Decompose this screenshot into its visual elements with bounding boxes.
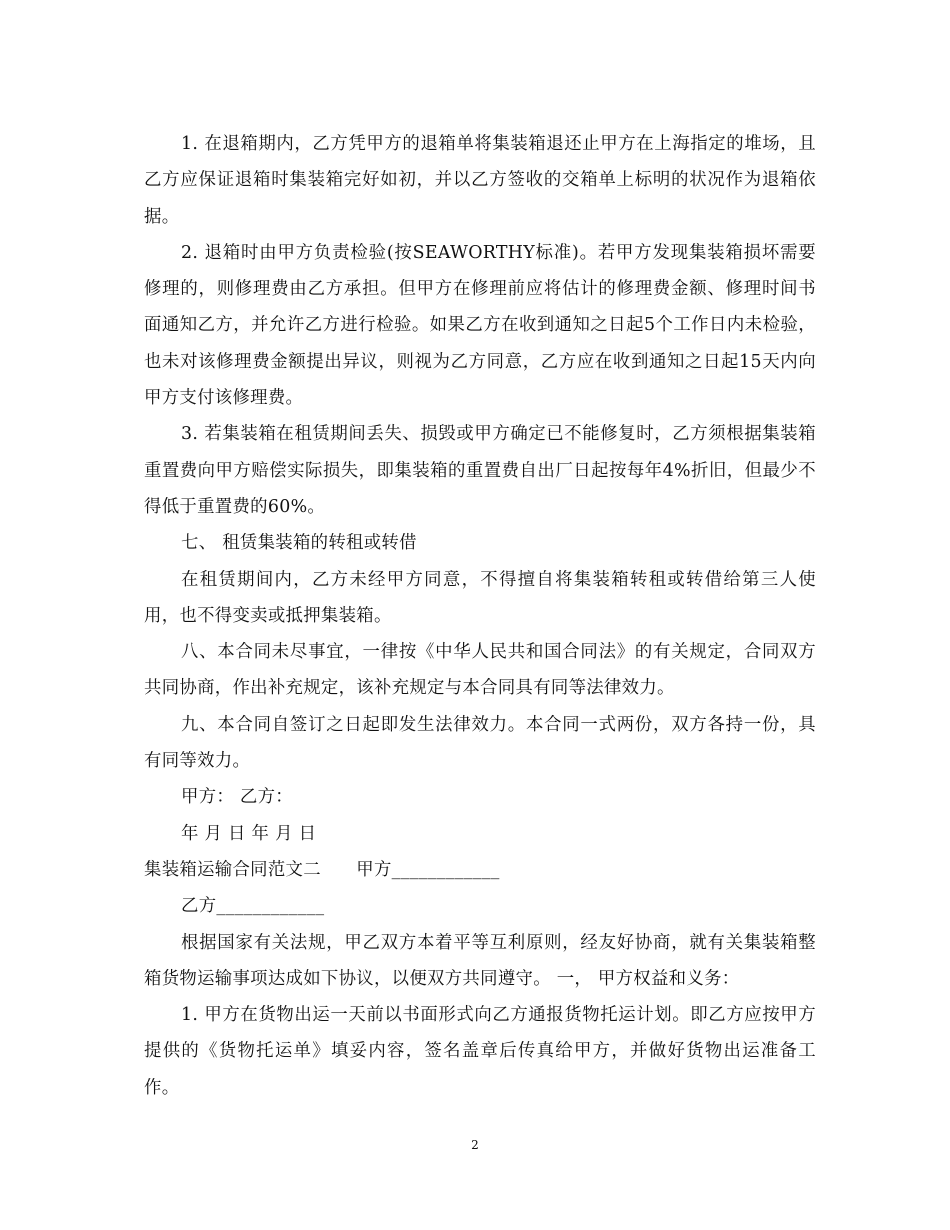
document-body [144,126,816,1106]
paragraph-clause-nine: 九、本合同自签订之日起即发生法律效力。本合同一式两份，双方各持一份，具有同等效力。 [144,714,816,772]
paragraph-loss-compensation: 3. 若集装箱在租赁期间丢失、损毁或甲方确定已不能修复时，乙方须根据集装箱重置费向甲方赔偿实际损失，即集装箱的重置费自出厂日起按每年4%折旧，但最少不得低于重置费的60%。 [144,424,816,517]
section-heading-sublease: 七、 租赁集装箱的转租或转借 [181,533,417,554]
paragraph-return-container: 1. 在退箱期内，乙方凭甲方的退箱单将集装箱退还止甲方在上海指定的堆场，且乙方应保证退箱时集装箱完好如初，并以乙方签收的交箱单上标明的状况作为退箱依据。 [144,134,816,227]
contract-two-title-line: 集装箱运输合同范文二 甲方____________ [144,859,500,880]
paragraph-agreement-intro: 根据国家有关法规，甲乙双方本着平等互利原则，经友好协商，就有关集装箱整箱货物运输事项达成如下协议，以便双方共同遵守。 一， 甲方权益和义务： [144,932,816,989]
paragraph-sublease-rule: 在租赁期间内，乙方未经甲方同意，不得擅自将集装箱转租或转借给第三人使用，也不得变卖或抵押集装箱。 [144,569,816,626]
paragraph-inspection-repair: 2. 退箱时由甲方负责检验(按SEAWORTHY标准)。若甲方发现集装箱损坏需要修理的，则修理费由乙方承担。但甲方在修理前应将估计的修理费金额、修理时间书面通知乙方，并允许乙方进行检验。如果乙方在收到通知之日起5个工作日内未检验，也未对该修理费金额提出异议，则视为乙方同意，乙方应在收到通知之日起15天内向甲方支付该修理费。 [144,242,816,409]
signature-date-line: 年 月 日 年 月 日 [181,823,317,844]
signature-parties-line: 甲方： 乙方： [181,787,293,808]
paragraph-shipping-plan: 1. 甲方在货物出运一天前以书面形式向乙方通报货物托运计划。即乙方应按甲方提供的《货物托运单》填妥内容，签名盖章后传真给甲方，并做好货物出运准备工作。 [144,1005,816,1098]
paragraph-clause-eight: 八、本合同未尽事宜，一律按《中华人民共和国合同法》的有关规定，合同双方共同协商，作出补充规定，该补充规定与本合同具有同等法律效力。 [144,642,816,699]
party-b-line: 乙方____________ [181,896,325,917]
page-number: 2 [471,1138,479,1152]
